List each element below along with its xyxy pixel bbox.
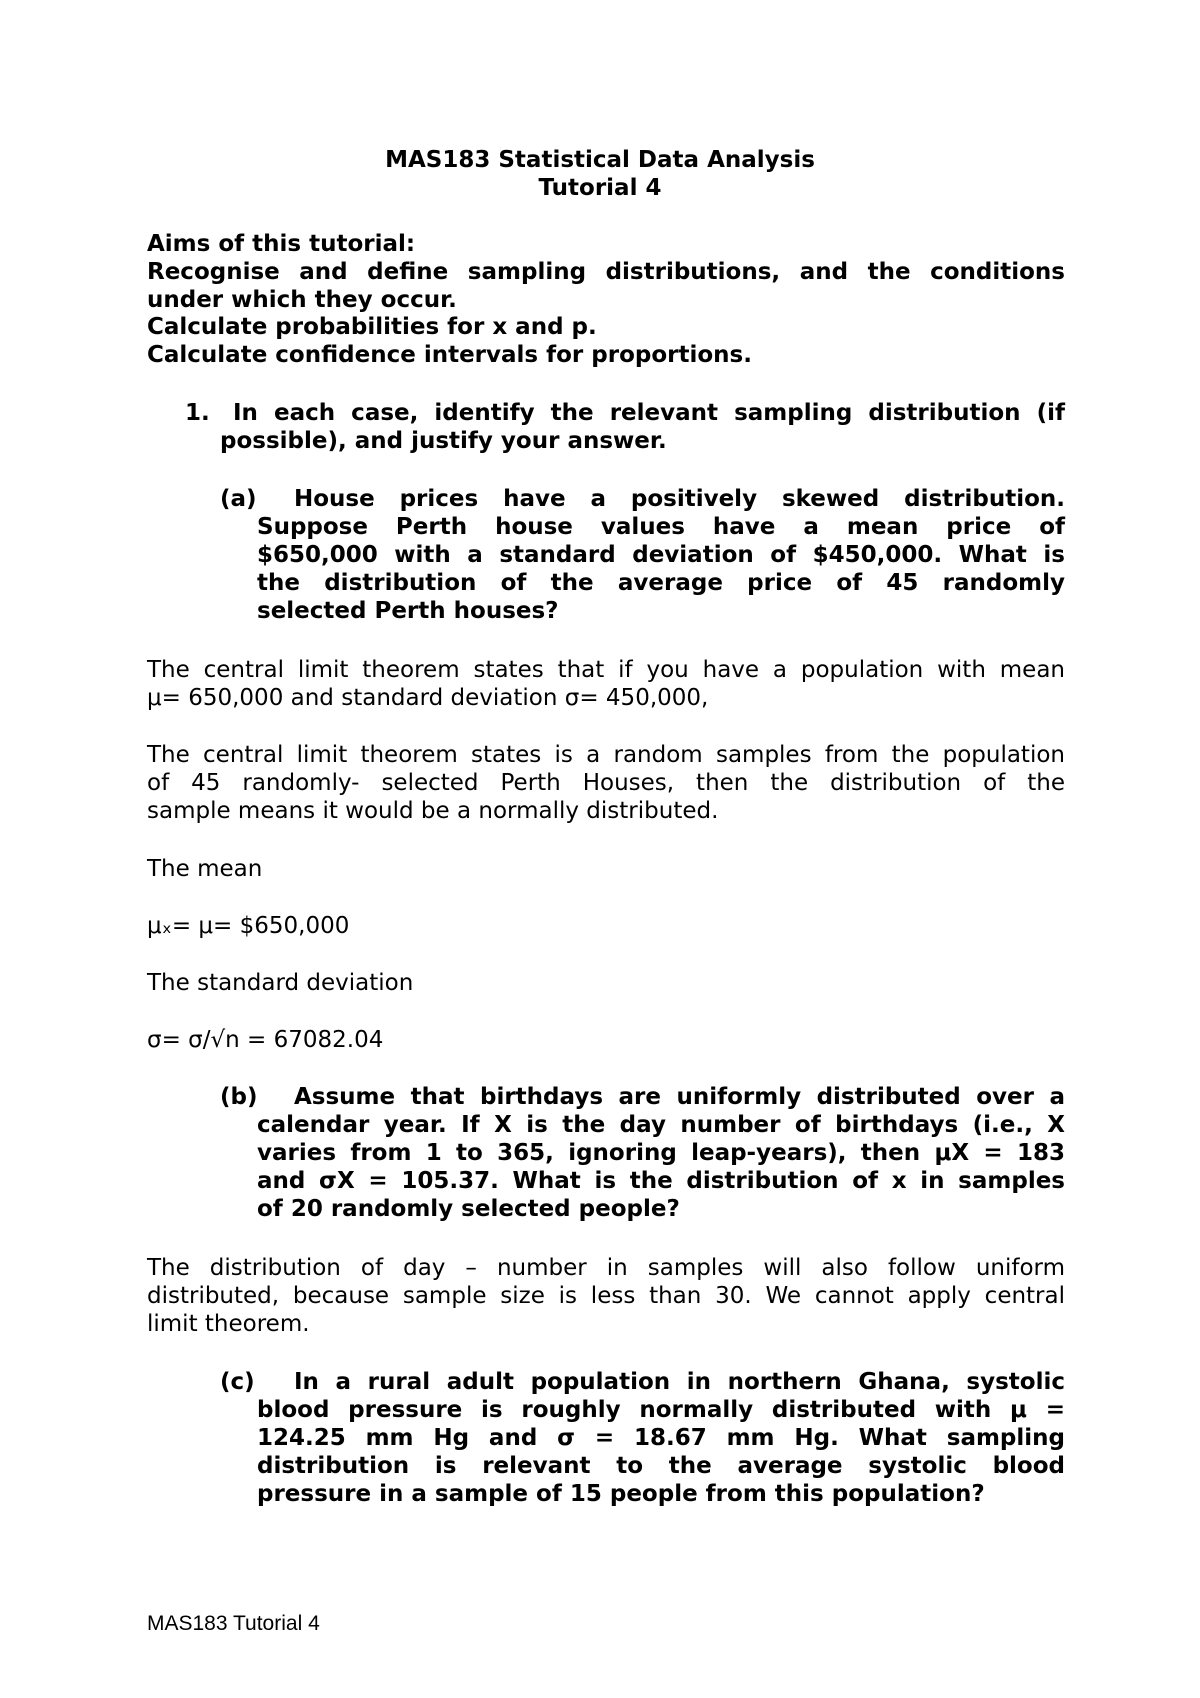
sd-label: The standard deviation <box>147 970 414 996</box>
part-c-text: 124.25 mm Hg and σ = 18.67 mm Hg. What sampling <box>257 1425 1065 1451</box>
document-title: MAS183 Statistical Data Analysis <box>385 147 815 173</box>
part-c-label: (c) <box>220 1369 255 1395</box>
part-b-text: Assume that birthdays are uniformly distributed over a <box>294 1084 1065 1110</box>
answer-a-paragraph: sample means it would be a normally distributed. <box>147 798 719 824</box>
part-b-text: and σX = 105.37. What is the distribution of x in samples <box>257 1168 1065 1194</box>
aims-line: under which they occur. <box>147 287 457 313</box>
part-a-text: Suppose Perth house values have a mean price of <box>257 514 1065 540</box>
question-number: 1. <box>185 400 210 426</box>
mean-label: The mean <box>147 856 263 882</box>
answer-b-paragraph: The distribution of day – number in samples will also follow uniform <box>147 1255 1065 1281</box>
part-a-text: $650,000 with a standard deviation of $450,000. What is <box>257 542 1065 568</box>
part-c-text: In a rural adult population in northern Ghana, systolic <box>294 1369 1065 1395</box>
sd-formula: σ= σ/√n = 67082.04 <box>147 1027 384 1053</box>
part-a-text: the distribution of the average price of 45 randomly <box>257 570 1065 596</box>
question-text: possible), and justify your answer. <box>220 428 667 454</box>
part-c-text: blood pressure is roughly normally distributed with μ = <box>257 1397 1065 1423</box>
answer-a-paragraph: of 45 randomly- selected Perth Houses, then the distribution of the <box>147 770 1065 796</box>
part-c-text: distribution is relevant to the average systolic blood <box>257 1453 1065 1479</box>
part-a-label: (a) <box>220 486 257 512</box>
part-a-text: selected Perth houses? <box>257 598 559 624</box>
part-b-text: calendar year. If X is the day number of birthdays (i.e., X <box>257 1112 1065 1138</box>
part-b-label: (b) <box>220 1084 258 1110</box>
answer-b-paragraph: distributed, because sample size is less than 30. We cannot apply central <box>147 1283 1065 1309</box>
part-a-text: House prices have a positively skewed distribution. <box>294 486 1065 512</box>
aims-line: Recognise and define sampling distributions, and the conditions <box>147 259 1065 285</box>
document-subtitle: Tutorial 4 <box>538 175 662 201</box>
aims-heading: Aims of this tutorial: <box>147 231 416 257</box>
aims-line: Calculate confidence intervals for proportions. <box>147 342 752 368</box>
mean-formula: μₓ= μ= $650,000 <box>147 913 350 939</box>
part-b-text: of 20 randomly selected people? <box>257 1196 680 1222</box>
page-footer: MAS183 Tutorial 4 <box>147 1612 320 1635</box>
part-b-text: varies from 1 to 365, ignoring leap-years), then μX = 183 <box>257 1140 1065 1166</box>
answer-b-paragraph: limit theorem. <box>147 1311 310 1337</box>
answer-a-paragraph: The central limit theorem states that if you have a population with mean <box>147 657 1065 683</box>
part-c-text: pressure in a sample of 15 people from this population? <box>257 1481 985 1507</box>
aims-line: Calculate probabilities for x and p. <box>147 314 597 340</box>
question-text: In each case, identify the relevant sampling distribution (if <box>233 400 1065 426</box>
answer-a-paragraph: μ= 650,000 and standard deviation σ= 450,000, <box>147 685 709 711</box>
answer-a-paragraph: The central limit theorem states is a random samples from the population <box>147 742 1065 768</box>
